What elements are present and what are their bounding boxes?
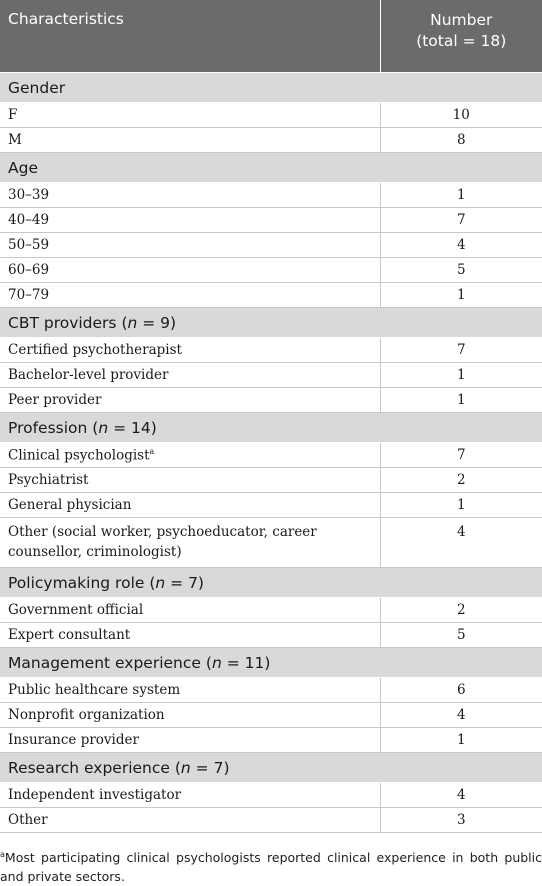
row-label-text: Clinical psychologist <box>8 447 150 464</box>
row-value: 6 <box>380 678 542 703</box>
row-label-text: Independent investigator <box>8 787 182 803</box>
row-label <box>0 103 380 128</box>
row-label <box>0 518 380 568</box>
row-label-text: 50–59 <box>8 237 50 253</box>
row-label-text: F <box>8 107 18 123</box>
table-row <box>0 283 542 308</box>
section-title <box>0 413 542 443</box>
section-title <box>0 73 542 103</box>
row-label <box>0 183 380 208</box>
row-label <box>0 598 380 623</box>
header-characteristics: Characteristics <box>0 0 380 73</box>
row-label <box>0 388 380 413</box>
row-label <box>0 808 380 833</box>
row-label <box>0 493 380 518</box>
row-label <box>0 728 380 753</box>
section-n-symbol: n <box>127 313 138 332</box>
row-value: 4 <box>380 783 542 808</box>
section-n-symbol: n <box>211 653 222 672</box>
table-row <box>0 258 542 283</box>
row-label <box>0 443 380 468</box>
row-label <box>0 258 380 283</box>
section-n-open: ( <box>200 653 212 672</box>
section-n-open: ( <box>116 313 128 332</box>
table-row <box>0 183 542 208</box>
section-title-text: Gender <box>8 78 66 97</box>
table-row <box>0 388 542 413</box>
row-label-text: Other <box>8 812 48 828</box>
section-header-row <box>0 753 542 783</box>
row-label-text: Insurance provider <box>8 732 139 748</box>
row-label-text: Certified psychotherapist <box>8 342 182 358</box>
row-label <box>0 623 380 648</box>
table-row <box>0 493 542 518</box>
row-label <box>0 678 380 703</box>
section-title <box>0 648 542 678</box>
row-value: 5 <box>380 623 542 648</box>
table-row <box>0 338 542 363</box>
row-value: 1 <box>380 183 542 208</box>
section-n-symbol: n <box>98 418 109 437</box>
row-label-text: 40–49 <box>8 212 50 228</box>
row-value: 7 <box>380 338 542 363</box>
section-n-symbol: n <box>180 758 191 777</box>
row-label-text: 30–39 <box>8 187 50 203</box>
section-title-text: Research experience <box>8 758 170 777</box>
row-value: 1 <box>380 283 542 308</box>
header-number-line2: (total = 18) <box>416 32 507 50</box>
table-row <box>0 728 542 753</box>
row-value: 1 <box>380 728 542 753</box>
row-label <box>0 783 380 808</box>
footnote-ref: a <box>149 446 155 456</box>
table-row <box>0 598 542 623</box>
table-row <box>0 233 542 258</box>
row-label-text: Bachelor-level provider <box>8 367 169 383</box>
table-row <box>0 518 542 568</box>
row-label-text: 60–69 <box>8 262 50 278</box>
row-label <box>0 208 380 233</box>
row-label-text: Other (social worker, psychoeducator, career counsellor, criminologist) <box>8 524 317 560</box>
section-title <box>0 568 542 598</box>
row-value: 4 <box>380 518 542 568</box>
table-row <box>0 703 542 728</box>
row-label-text: Psychiatrist <box>8 472 89 488</box>
section-title-text: CBT providers <box>8 313 117 332</box>
section-n-open: ( <box>169 758 181 777</box>
row-value: 8 <box>380 128 542 153</box>
row-label-text: Nonprofit organization <box>8 707 165 723</box>
table-row <box>0 208 542 233</box>
section-n-value: = 7) <box>190 758 230 777</box>
row-label-text: Peer provider <box>8 392 102 408</box>
table-row <box>0 678 542 703</box>
section-header-row <box>0 73 542 103</box>
table-body <box>0 73 542 833</box>
table-footnote <box>0 845 542 886</box>
table-row <box>0 783 542 808</box>
row-value: 1 <box>380 388 542 413</box>
footnote-text: Most participating clinical psychologists reported clinical experience in both public and private sectors. <box>0 850 542 885</box>
table-row <box>0 363 542 388</box>
section-n-value: = 9) <box>137 313 177 332</box>
section-header-row <box>0 308 542 338</box>
row-label-text: M <box>8 132 22 148</box>
row-label <box>0 468 380 493</box>
row-label-text: Public healthcare system <box>8 682 181 698</box>
table-row <box>0 128 542 153</box>
section-title-text: Policymaking role <box>8 573 145 592</box>
row-label <box>0 128 380 153</box>
section-header-row <box>0 153 542 183</box>
row-value: 2 <box>380 598 542 623</box>
section-n-value: = 11) <box>221 653 271 672</box>
section-n-value: = 14) <box>108 418 157 437</box>
row-label <box>0 363 380 388</box>
section-header-row <box>0 648 542 678</box>
row-value: 3 <box>380 808 542 833</box>
row-value: 4 <box>380 703 542 728</box>
section-title-text: Profession <box>8 418 88 437</box>
row-label-text: Expert consultant <box>8 627 131 643</box>
table-row <box>0 468 542 493</box>
row-value: 5 <box>380 258 542 283</box>
row-value: 7 <box>380 208 542 233</box>
section-title-text: Management experience <box>8 653 201 672</box>
section-n-open: ( <box>144 573 156 592</box>
section-header-row <box>0 568 542 598</box>
section-n-symbol: n <box>155 573 166 592</box>
header-number <box>380 0 542 73</box>
row-value: 1 <box>380 493 542 518</box>
table-row <box>0 623 542 648</box>
row-label <box>0 233 380 258</box>
row-label <box>0 283 380 308</box>
row-value: 1 <box>380 363 542 388</box>
row-label <box>0 703 380 728</box>
section-title <box>0 308 542 338</box>
header-number-line1: Number <box>430 11 493 29</box>
section-title-text: Age <box>8 158 38 177</box>
section-title <box>0 753 542 783</box>
section-n-value: = 7) <box>165 573 204 592</box>
section-header-row <box>0 413 542 443</box>
row-value: 10 <box>380 103 542 128</box>
row-label-text: General physician <box>8 497 132 513</box>
footnote-marker: a <box>0 850 5 859</box>
table-row <box>0 808 542 833</box>
row-label-text: 70–79 <box>8 287 50 303</box>
section-n-open: ( <box>87 418 99 437</box>
row-value: 2 <box>380 468 542 493</box>
row-value: 4 <box>380 233 542 258</box>
table-row <box>0 443 542 468</box>
row-label <box>0 338 380 363</box>
row-value: 7 <box>380 443 542 468</box>
table-row <box>0 103 542 128</box>
row-label-text: Government official <box>8 602 144 618</box>
table-header-row <box>0 0 542 73</box>
section-title <box>0 153 542 183</box>
